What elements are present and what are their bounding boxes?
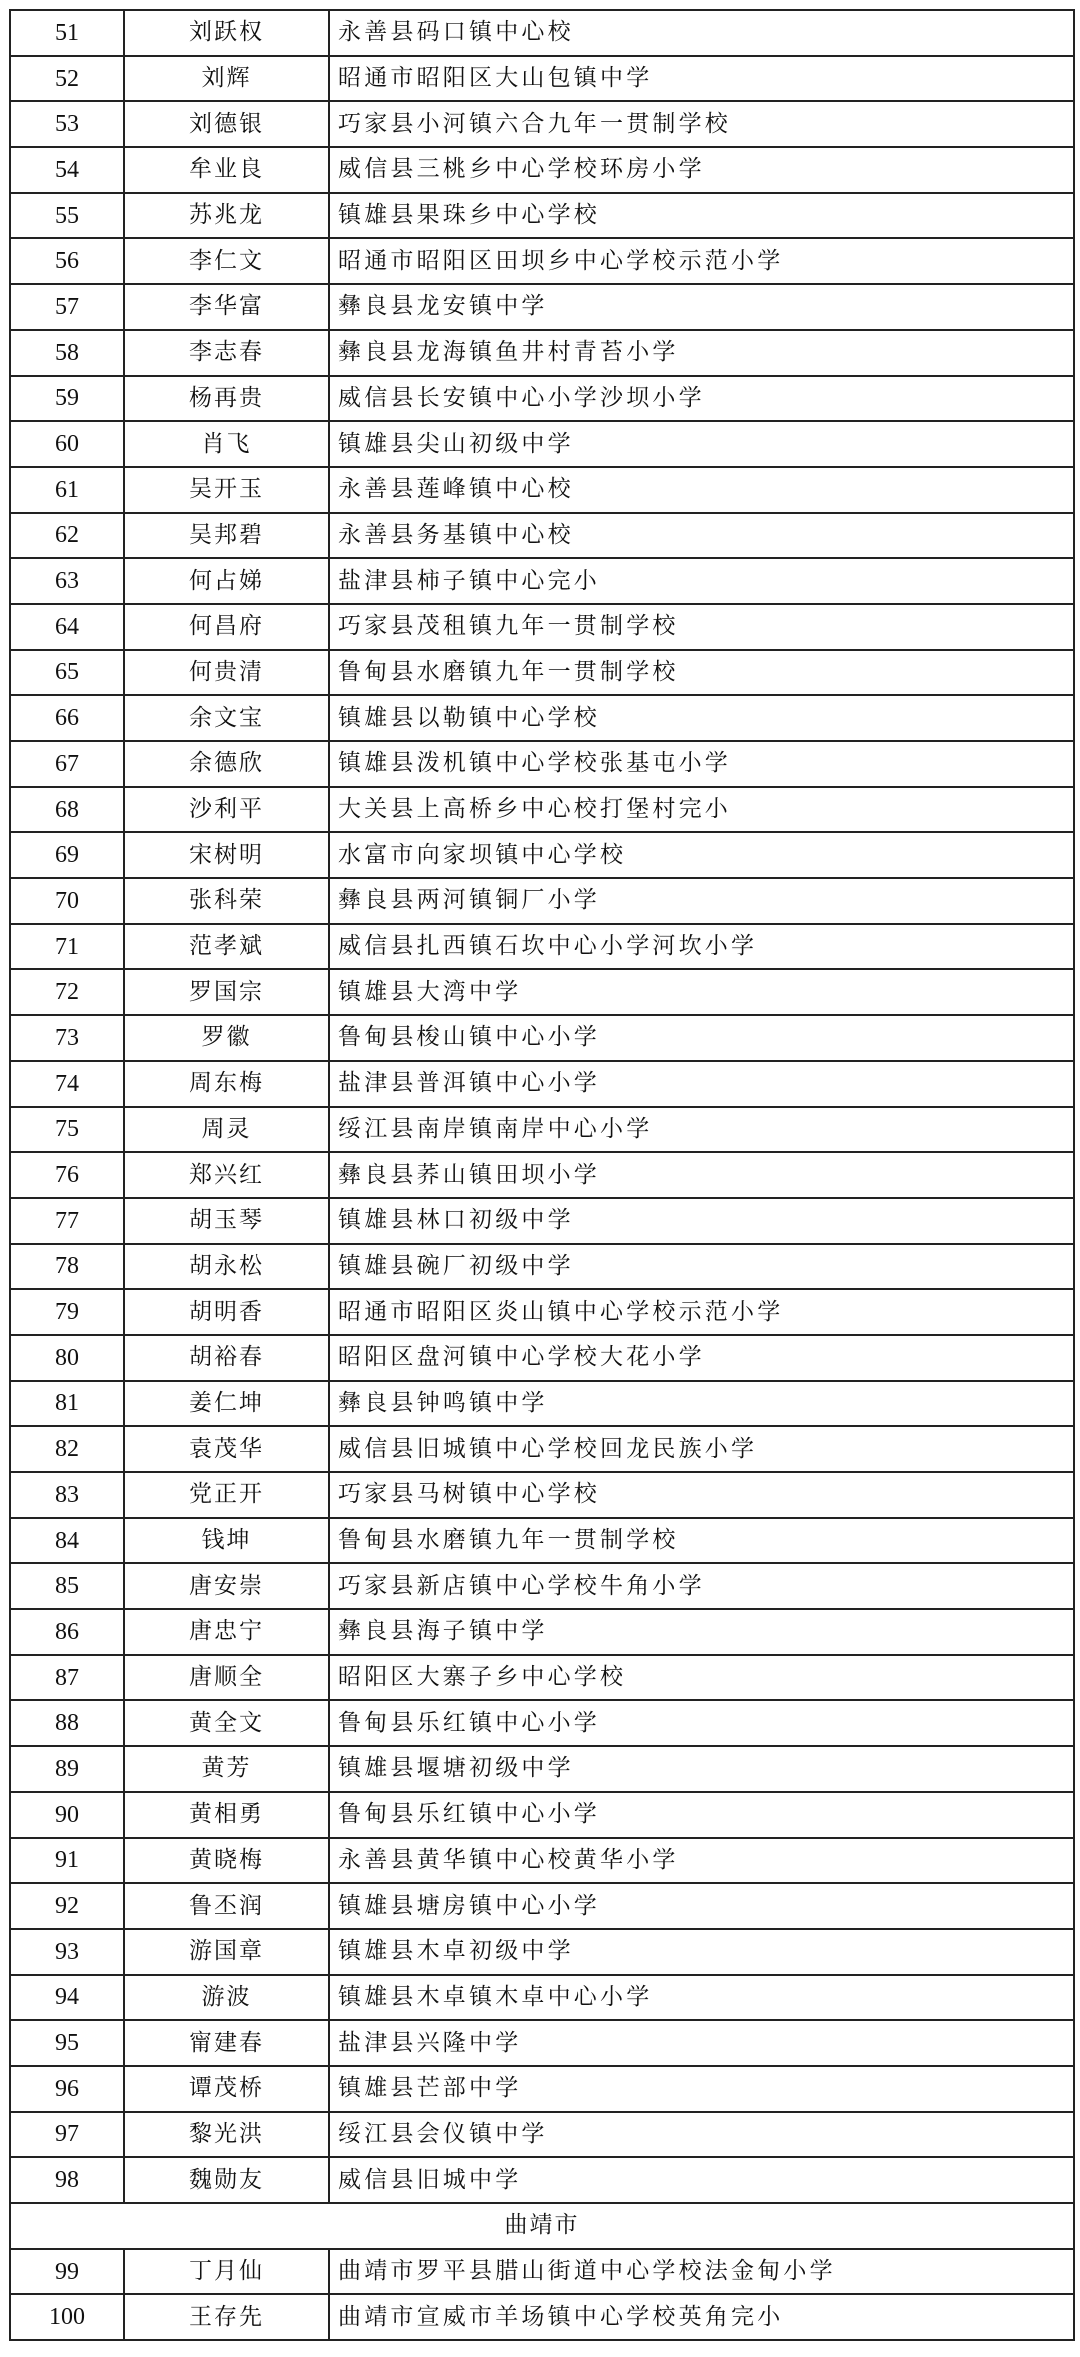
table-row [10,969,1074,1015]
person-name: 游国章 [124,1929,329,1975]
school-name: 威信县旧城中学 [329,2157,1074,2203]
row-number: 91 [10,1838,124,1884]
person-name: 周灵 [124,1107,329,1153]
table-row [10,147,1074,193]
school-name: 彝良县龙海镇鱼井村青苔小学 [329,330,1074,376]
row-number: 79 [10,1289,124,1335]
person-name: 李华富 [124,284,329,330]
table-row [10,695,1074,741]
school-name: 鲁甸县乐红镇中心小学 [329,1792,1074,1838]
row-number: 68 [10,787,124,833]
table-row [10,558,1074,604]
table-row [10,1655,1074,1701]
person-name: 张科荣 [124,878,329,924]
table-row [10,1700,1074,1746]
row-number: 61 [10,467,124,513]
table-row [10,1015,1074,1061]
row-number: 98 [10,2157,124,2203]
table-row [10,376,1074,422]
table-row [10,1381,1074,1427]
section-row [10,2203,1074,2249]
person-name: 唐忠宁 [124,1609,329,1655]
person-name: 刘跃权 [124,10,329,56]
school-name: 彝良县钟鸣镇中学 [329,1381,1074,1427]
school-name: 镇雄县尖山初级中学 [329,421,1074,467]
person-name: 罗国宗 [124,969,329,1015]
school-name: 镇雄县大湾中学 [329,969,1074,1015]
person-name: 游波 [124,1975,329,2021]
table-row [10,2020,1074,2066]
person-name: 黄晓梅 [124,1838,329,1884]
row-number: 64 [10,604,124,650]
table-section-header [10,2203,1074,2249]
school-name: 永善县黄华镇中心校黄华小学 [329,1838,1074,1884]
person-name: 姜仁坤 [124,1381,329,1427]
table-row [10,787,1074,833]
row-number: 90 [10,1792,124,1838]
school-name: 巧家县新店镇中心学校牛角小学 [329,1563,1074,1609]
table-row [10,1746,1074,1792]
table-row [10,101,1074,147]
row-number: 51 [10,10,124,56]
school-name: 巧家县马树镇中心学校 [329,1472,1074,1518]
person-name: 胡裕春 [124,1335,329,1381]
school-name: 镇雄县泼机镇中心学校张基屯小学 [329,741,1074,787]
person-name: 黄相勇 [124,1792,329,1838]
row-number: 67 [10,741,124,787]
row-number: 55 [10,193,124,239]
person-name: 鲁丕润 [124,1883,329,1929]
row-number: 84 [10,1518,124,1564]
school-name: 彝良县海子镇中学 [329,1609,1074,1655]
school-name: 镇雄县林口初级中学 [329,1198,1074,1244]
table-row [10,193,1074,239]
person-name: 郑兴红 [124,1152,329,1198]
person-name: 党正开 [124,1472,329,1518]
person-name: 何占娣 [124,558,329,604]
row-number: 82 [10,1426,124,1472]
table-row [10,10,1074,56]
person-name: 余德欣 [124,741,329,787]
school-name: 绥江县南岸镇南岸中心小学 [329,1107,1074,1153]
row-number: 89 [10,1746,124,1792]
row-number: 86 [10,1609,124,1655]
school-name: 永善县码口镇中心校 [329,10,1074,56]
row-number: 92 [10,1883,124,1929]
row-number: 57 [10,284,124,330]
school-name: 昭阳区大寨子乡中心学校 [329,1655,1074,1701]
table-row [10,1472,1074,1518]
person-name: 胡明香 [124,1289,329,1335]
row-number: 94 [10,1975,124,2021]
person-name: 甯建春 [124,2020,329,2066]
row-number: 74 [10,1061,124,1107]
row-number: 97 [10,2112,124,2158]
table-row [10,878,1074,924]
person-name: 黎光洪 [124,2112,329,2158]
table-row [10,1792,1074,1838]
row-number: 85 [10,1563,124,1609]
row-number: 62 [10,513,124,559]
row-number: 56 [10,238,124,284]
school-name: 镇雄县果珠乡中心学校 [329,193,1074,239]
school-name: 曲靖市罗平县腊山街道中心学校法金甸小学 [329,2249,1074,2295]
table-row [10,2066,1074,2112]
person-name: 黄芳 [124,1746,329,1792]
row-number: 75 [10,1107,124,1153]
school-name: 永善县务基镇中心校 [329,513,1074,559]
person-name: 黄全文 [124,1700,329,1746]
school-name: 镇雄县木卓初级中学 [329,1929,1074,1975]
school-name: 彝良县两河镇铜厂小学 [329,878,1074,924]
school-name: 镇雄县塘房镇中心小学 [329,1883,1074,1929]
table-body-qujing [10,2249,1074,2340]
school-name: 威信县扎西镇石坎中心小学河坎小学 [329,924,1074,970]
table-row [10,1518,1074,1564]
table-row [10,2112,1074,2158]
table-row [10,924,1074,970]
school-name: 水富市向家坝镇中心学校 [329,832,1074,878]
school-name: 威信县三桃乡中心学校环房小学 [329,147,1074,193]
person-name: 刘辉 [124,56,329,102]
person-name: 谭茂桥 [124,2066,329,2112]
table-row [10,1061,1074,1107]
table-row [10,1975,1074,2021]
school-name: 镇雄县碗厂初级中学 [329,1244,1074,1290]
school-name: 永善县莲峰镇中心校 [329,467,1074,513]
row-number: 99 [10,2249,124,2295]
school-name: 昭通市昭阳区大山包镇中学 [329,56,1074,102]
table-row [10,284,1074,330]
table-row [10,513,1074,559]
person-name: 丁月仙 [124,2249,329,2295]
table-row [10,1198,1074,1244]
school-name: 昭阳区盘河镇中心学校大花小学 [329,1335,1074,1381]
person-name: 周东梅 [124,1061,329,1107]
row-number: 73 [10,1015,124,1061]
person-name: 何贵清 [124,650,329,696]
person-name: 钱坤 [124,1518,329,1564]
row-number: 53 [10,101,124,147]
table-row [10,2294,1074,2340]
school-name: 镇雄县芒部中学 [329,2066,1074,2112]
person-name: 杨再贵 [124,376,329,422]
table-row [10,1563,1074,1609]
person-name: 余文宝 [124,695,329,741]
school-name: 威信县长安镇中心小学沙坝小学 [329,376,1074,422]
school-name: 巧家县茂租镇九年一贯制学校 [329,604,1074,650]
row-number: 72 [10,969,124,1015]
row-number: 54 [10,147,124,193]
school-name: 绥江县会仪镇中学 [329,2112,1074,2158]
table-row [10,1929,1074,1975]
person-name: 李仁文 [124,238,329,284]
person-name: 李志春 [124,330,329,376]
school-name: 鲁甸县乐红镇中心小学 [329,1700,1074,1746]
person-name: 沙利平 [124,787,329,833]
table-row [10,2157,1074,2203]
school-name: 盐津县柿子镇中心完小 [329,558,1074,604]
table-row [10,741,1074,787]
school-name: 鲁甸县梭山镇中心小学 [329,1015,1074,1061]
school-name: 镇雄县堰塘初级中学 [329,1746,1074,1792]
person-name: 吴邦碧 [124,513,329,559]
table-row [10,1426,1074,1472]
school-name: 镇雄县木卓镇木卓中心小学 [329,1975,1074,2021]
table-row [10,650,1074,696]
person-name: 袁茂华 [124,1426,329,1472]
person-name: 范孝斌 [124,924,329,970]
person-name: 吴开玉 [124,467,329,513]
person-name: 王存先 [124,2294,329,2340]
document-page [9,9,1073,2341]
table-row [10,1838,1074,1884]
person-name: 唐顺全 [124,1655,329,1701]
table-row [10,421,1074,467]
person-name: 刘德银 [124,101,329,147]
table-row [10,238,1074,284]
school-name: 昭通市昭阳区田坝乡中心学校示范小学 [329,238,1074,284]
table-row [10,56,1074,102]
person-name: 牟业良 [124,147,329,193]
row-number: 81 [10,1381,124,1427]
row-number: 65 [10,650,124,696]
row-number: 95 [10,2020,124,2066]
row-number: 60 [10,421,124,467]
row-number: 52 [10,56,124,102]
school-name: 彝良县龙安镇中学 [329,284,1074,330]
person-name: 肖飞 [124,421,329,467]
table-row [10,330,1074,376]
school-name: 曲靖市宣威市羊场镇中心学校英角完小 [329,2294,1074,2340]
row-number: 76 [10,1152,124,1198]
school-name: 大关县上高桥乡中心校打堡村完小 [329,787,1074,833]
row-number: 83 [10,1472,124,1518]
row-number: 80 [10,1335,124,1381]
school-name: 巧家县小河镇六合九年一贯制学校 [329,101,1074,147]
table-row [10,1609,1074,1655]
award-list-table [9,9,1075,2341]
person-name: 苏兆龙 [124,193,329,239]
row-number: 87 [10,1655,124,1701]
row-number: 70 [10,878,124,924]
row-number: 63 [10,558,124,604]
row-number: 71 [10,924,124,970]
school-name: 昭通市昭阳区炎山镇中心学校示范小学 [329,1289,1074,1335]
table-row [10,1335,1074,1381]
row-number: 77 [10,1198,124,1244]
table-row [10,467,1074,513]
row-number: 58 [10,330,124,376]
school-name: 盐津县兴隆中学 [329,2020,1074,2066]
table-row [10,2249,1074,2295]
table-row [10,1883,1074,1929]
row-number: 59 [10,376,124,422]
section-label: 曲靖市 [10,2203,1074,2249]
row-number: 96 [10,2066,124,2112]
row-number: 93 [10,1929,124,1975]
table-row [10,1244,1074,1290]
table-row [10,604,1074,650]
school-name: 威信县旧城镇中心学校回龙民族小学 [329,1426,1074,1472]
table-row [10,1107,1074,1153]
row-number: 69 [10,832,124,878]
person-name: 魏勋友 [124,2157,329,2203]
school-name: 镇雄县以勒镇中心学校 [329,695,1074,741]
person-name: 宋树明 [124,832,329,878]
table-row [10,1152,1074,1198]
school-name: 彝良县荞山镇田坝小学 [329,1152,1074,1198]
school-name: 鲁甸县水磨镇九年一贯制学校 [329,1518,1074,1564]
person-name: 罗徽 [124,1015,329,1061]
person-name: 胡永松 [124,1244,329,1290]
person-name: 何昌府 [124,604,329,650]
row-number: 78 [10,1244,124,1290]
row-number: 66 [10,695,124,741]
row-number: 88 [10,1700,124,1746]
table-row [10,1289,1074,1335]
table-row [10,832,1074,878]
school-name: 鲁甸县水磨镇九年一贯制学校 [329,650,1074,696]
person-name: 胡玉琴 [124,1198,329,1244]
person-name: 唐安崇 [124,1563,329,1609]
row-number: 100 [10,2294,124,2340]
table-body-zhaotong [10,10,1074,2203]
school-name: 盐津县普洱镇中心小学 [329,1061,1074,1107]
